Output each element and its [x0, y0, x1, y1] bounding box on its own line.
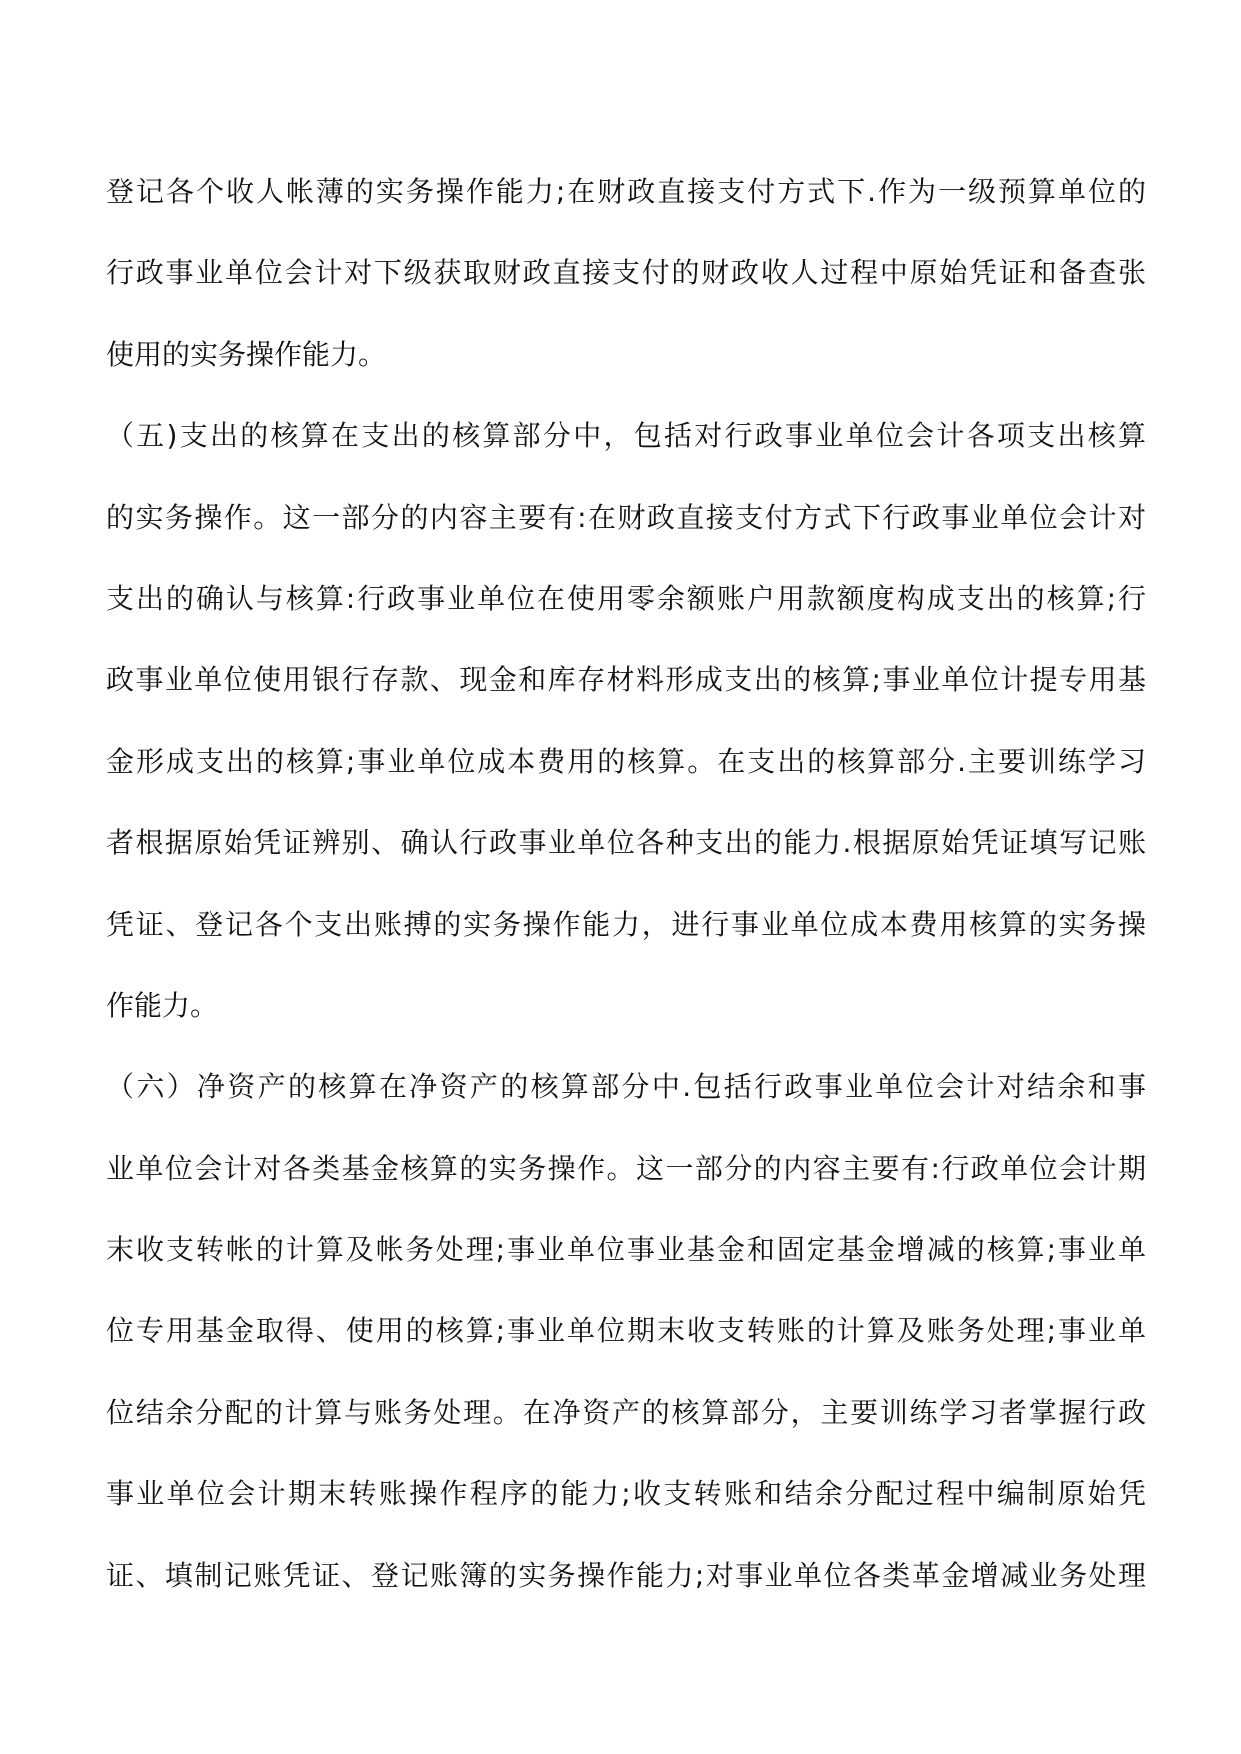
text-line: 政事业单位使用银行存款、现金和库存材料形成支出的核算;事业单位计提专用基 [106, 663, 1146, 697]
body-text [106, 151, 1146, 1616]
text-line: 位结余分配的计算与账务处理。在净资产的核算部分，主要训练学习者掌握行政 [106, 1395, 1146, 1429]
text-line: 支出的确认与核算:行政事业单位在使用零余额账户用款额度构成支出的核算;行 [106, 581, 1146, 615]
text-line: 位专用基金取得、使用的核算;事业单位期末收支转账的计算及账务处理;事业单 [106, 1314, 1146, 1348]
text-line: 业单位会计对各类基金核算的实务操作。这一部分的内容主要有:行政单位会计期 [106, 1151, 1146, 1185]
text-line: 事业单位会计期末转账操作程序的能力;收支转账和结余分配过程中编制原始凭 [106, 1477, 1146, 1511]
text-line: 的实务操作。这一部分的内容主要有:在财政直接支付方式下行政事业单位会计对 [106, 500, 1146, 534]
text-line: 登记各个收人帐薄的实务操作能力;在财政直接支付方式下.作为一级预算单位的 [106, 175, 1146, 208]
text-line: 作能力。 [106, 988, 219, 1022]
text-line: 者根据原始凭证辨别、确认行政事业单位各种支出的能力.根据原始凭证填写记账 [106, 826, 1146, 860]
text-line: 证、填制记账凭证、登记账簿的实务操作能力;对事业单位各类革金增减业务处理 [106, 1558, 1146, 1592]
text-line: 凭证、登记各个支出账搏的实务操作能力，进行事业单位成本费用核算的实务操 [106, 907, 1146, 941]
text-line: 行政事业单位会计对下级获取财政直接支付的财政收人过程中原始凭证和备查张 [106, 256, 1146, 290]
text-line: 末收支转帐的计算及帐务处理;事业单位事业基金和固定基金增减的核算;事业单 [106, 1233, 1146, 1267]
text-line: 金形成支出的核算;事业单位成本费用的核算。在支出的核算部分.主要训练学习 [106, 744, 1146, 778]
text-line: （六）净资产的核算在净资产的核算部分中.包括行政事业单位会计对结余和事 [106, 1070, 1146, 1104]
text-line: 使用的实务操作能力。 [106, 337, 387, 371]
text-line: （五)支出的核算在支出的核算部分中，包括对行政事业单位会计各项支出核算 [106, 419, 1146, 453]
